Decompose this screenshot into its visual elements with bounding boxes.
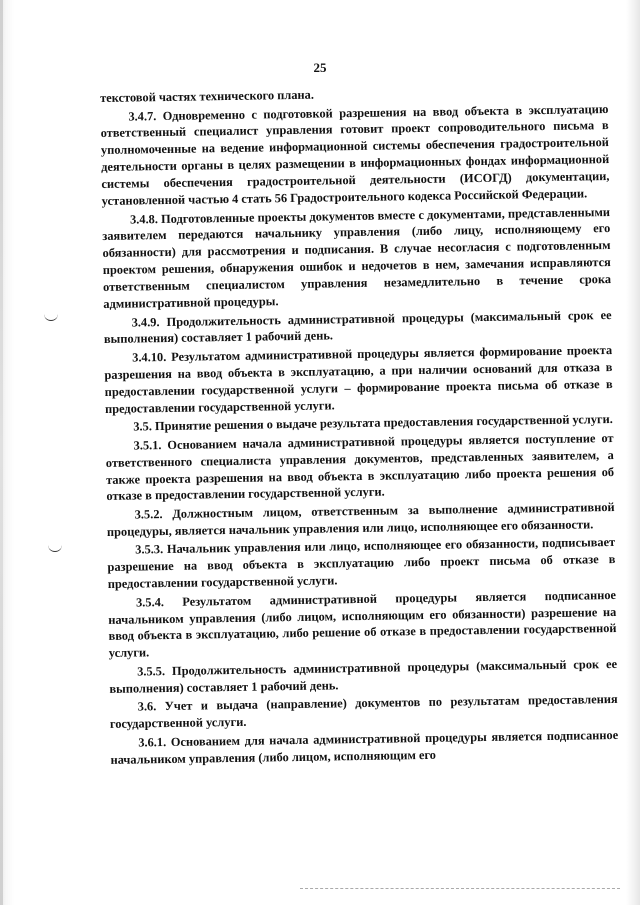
- paragraph-3-4-10: 3.4.10. Результатом административной процедуры является формирование проекта разрешения на ввод объекта в эксплуатацию, а при наличии оснований для отказа в предоставлении государственной услуги – формирование проекта письма об отказе в предоставлении государственной услуги.: [104, 342, 613, 416]
- footer-scan-artifact: [300, 888, 620, 889]
- margin-pen-mark: [48, 545, 62, 552]
- paragraph-3-5-2: 3.5.2. Должностным лицом, ответственным за выполнение административной процедуры, является начальник управления или лицо, исполняющее его обязанности.: [106, 499, 615, 539]
- paragraph-3-5-4: 3.5.4. Результатом административной процедуры является подписанное начальником управления (либо лицом, исполняющим его обязанности) разрешение на ввод объекта в эксплуатацию, либо решение об отказе в предоставлении государственной услуги.: [108, 587, 617, 661]
- margin-pen-mark: [44, 314, 58, 321]
- paragraph-3-4-7: 3.4.7. Одновременно с подготовкой разрешения на ввод объекта в эксплуатацию ответственный специалист управления готовит проект сопроводительного письма в уполномоченные на ведение информационной системы обеспечения градостроительной деятельности органы в целях размещении в информационных фондах информационной системы обеспечения градостроительной деятельности (ИСОГД) документации, установленной частью 4 стать 56 Градостроительного кодекса Российской Федерации.: [100, 101, 610, 209]
- paragraph-continuation: текстовой частях технического плана.: [100, 87, 315, 105]
- page-number: 25: [313, 60, 327, 75]
- paragraph-3-4-9: 3.4.9. Продолжительность административной процедуры (максимальный срок ее выполнения) составляет 1 рабочий день.: [103, 307, 612, 347]
- section-3-5-heading: 3.5. Принятие решения о выдаче результата предоставления государственной услуги.: [133, 412, 613, 434]
- paragraph-3-6-1: 3.6.1. Основанием для начала административной процедуры является подписанное начальником управления (либо лицом, исполняющим его: [110, 727, 619, 767]
- paragraph-3-5-5: 3.5.5. Продолжительность административной процедуры (максимальный срок ее выполнения) составляет 1 рабочий день.: [109, 656, 618, 696]
- paragraph-3-5-3: 3.5.3. Начальник управления или лицо, исполняющее его обязанности, подписывает разрешение на ввод объекта в эксплуатацию либо проект письма об отказе в предоставлении государственной услуги.: [107, 535, 616, 592]
- document-body: [100, 82, 619, 770]
- paragraph-3-5-1: 3.5.1. Основанием начала административной процедуры является поступление от ответственного специалиста управления документов, представленных заявителем, а также проекта разрешения на ввод объекта в эксплуатацию либо проекта решения об отказе в предоставлении государственной услуги.: [105, 430, 615, 504]
- page-edge-shadow: [0, 0, 3, 905]
- section-3-6-heading: 3.6. Учет и выдача (направление) документов по результатам предоставления государственной услуги.: [109, 692, 618, 732]
- paragraph-3-4-8: 3.4.8. Подготовленные проекты документов вместе с документами, представленными заявителем передаются начальнику управления (либо лицу, исполняющему его обязанности) для рассмотрения и подписания. В случае несогласия с подготовленным проектом решения, обнаружения ошибок и недочетов в нем, замечания исправляются ответственным специалистом управления незамедлительно в течение срока административной процедуры.: [102, 204, 612, 312]
